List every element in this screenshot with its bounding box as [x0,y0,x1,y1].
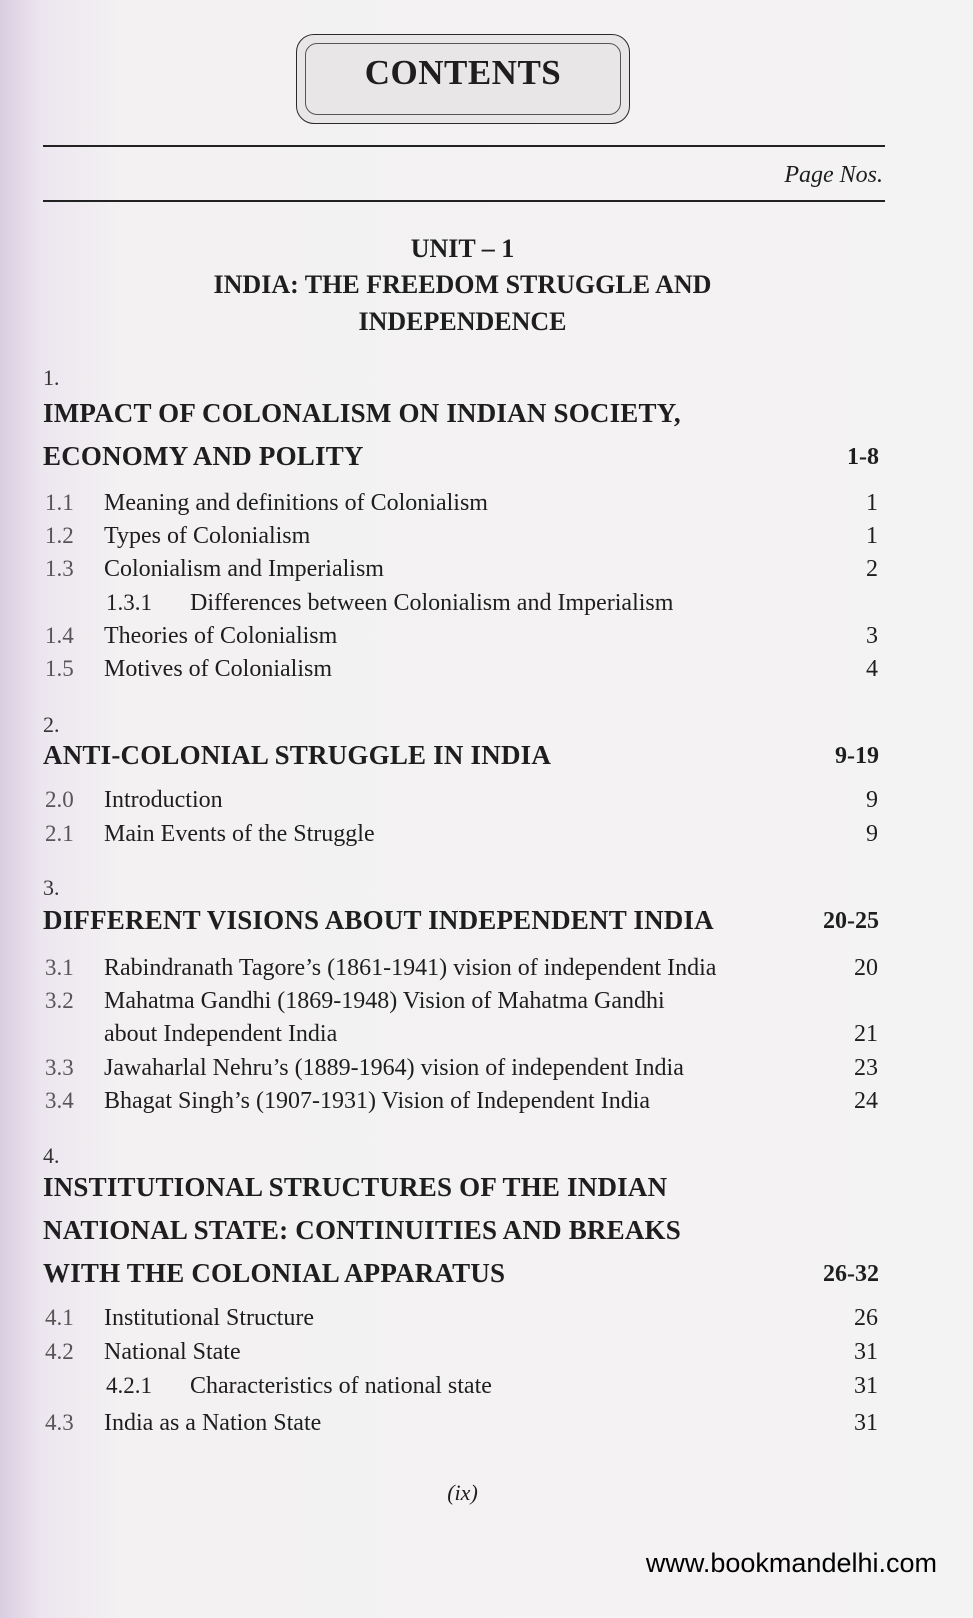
chapter-number: 4. [43,1143,60,1168]
section-title: Introduction [104,787,223,813]
chapter-number: 1. [43,365,60,390]
chapter-title: NATIONAL STATE: CONTINUITIES AND BREAKS [43,1215,681,1245]
chapter-title: WITH THE COLONIAL APPARATUS [43,1258,506,1288]
section-number: 4.1 [45,1305,74,1330]
section-page: 4 [866,656,878,682]
section-title: Institutional Structure [104,1305,314,1331]
chapter-title: IMPACT OF COLONALISM ON INDIAN SOCIETY, [43,398,681,428]
chapter-page-range: 1-8 [847,444,879,470]
section-number: 3.4 [45,1088,74,1113]
section-number: 1.5 [45,656,74,681]
subsection-number: 1.3.1 [106,590,152,615]
section-page: 9 [866,821,878,847]
section-page: 9 [866,787,878,813]
section-title: Motives of Colonialism [104,656,332,682]
contents-title-box [296,34,630,124]
section-page: 26 [854,1305,878,1331]
page-nos-label: Page Nos. [784,162,883,188]
section-page: 31 [854,1410,878,1436]
section-page: 20 [854,955,878,981]
section-title: Meaning and definitions of Colonialism [104,490,488,516]
chapter-title: DIFFERENT VISIONS ABOUT INDEPENDENT INDIA [43,905,714,935]
section-title: National State [104,1339,241,1365]
section-page: 24 [854,1088,878,1114]
section-number: 3.2 [45,988,74,1013]
section-title: Theories of Colonialism [104,623,338,649]
section-title: Rabindranath Tagore’s (1861-1941) vision of independent India [104,955,717,981]
subsection-number: 4.2.1 [106,1373,152,1398]
section-page: 31 [854,1373,878,1399]
section-number: 4.2 [45,1339,74,1364]
section-number: 3.1 [45,955,74,980]
chapter-number: 2. [43,712,60,737]
section-number: 1.4 [45,623,74,648]
unit-title-line1: INDIA: THE FREEDOM STRUGGLE AND [213,270,712,299]
chapter-number: 3. [43,875,60,900]
section-number: 2.0 [45,787,74,812]
section-title: India as a Nation State [104,1410,322,1436]
section-title: Main Events of the Struggle [104,821,375,847]
roman-page-number: (ix) [447,1480,478,1505]
section-title: Colonialism and Imperialism [104,556,384,582]
unit-title-line2: INDEPENDENCE [358,307,567,336]
chapter-title: INSTITUTIONAL STRUCTURES OF THE INDIAN [43,1172,668,1202]
second-rule [43,200,885,202]
section-number: 1.3 [45,556,74,581]
unit-label: UNIT – 1 [410,234,515,263]
subsection-title: Differences between Colonialism and Imperialism [190,590,674,616]
section-number: 4.3 [45,1410,74,1435]
chapter-page-range: 9-19 [835,743,879,769]
section-page: 1 [866,490,878,516]
section-number: 3.3 [45,1055,74,1080]
section-page: 31 [854,1339,878,1365]
website-watermark: www.bookmandelhi.com [645,1548,937,1578]
section-page: 23 [854,1055,878,1081]
section-title: Jawaharlal Nehru’s (1889-1964) vision of independent India [104,1055,684,1081]
section-title: Mahatma Gandhi (1869-1948) Vision of Mahatma Gandhi [104,988,665,1014]
section-page: 2 [866,556,878,582]
page-title: CONTENTS [364,53,562,92]
chapter-page-range: 26-32 [823,1261,879,1287]
section-number: 1.2 [45,523,74,548]
top-rule [43,145,885,147]
section-number: 2.1 [45,821,74,846]
chapter-page-range: 20-25 [823,908,879,934]
section-page: 21 [854,1021,878,1047]
section-title: Types of Colonialism [104,523,311,549]
chapter-title: ECONOMY AND POLITY [43,441,364,471]
subsection-title: Characteristics of national state [190,1373,492,1399]
section-page: 3 [866,623,878,649]
section-title: Bhagat Singh’s (1907-1931) Vision of Independent India [104,1088,651,1114]
section-number: 1.1 [45,490,74,515]
section-page: 1 [866,523,878,549]
section-title-continued: about Independent India [104,1021,338,1047]
chapter-title: ANTI-COLONIAL STRUGGLE IN INDIA [43,740,552,770]
